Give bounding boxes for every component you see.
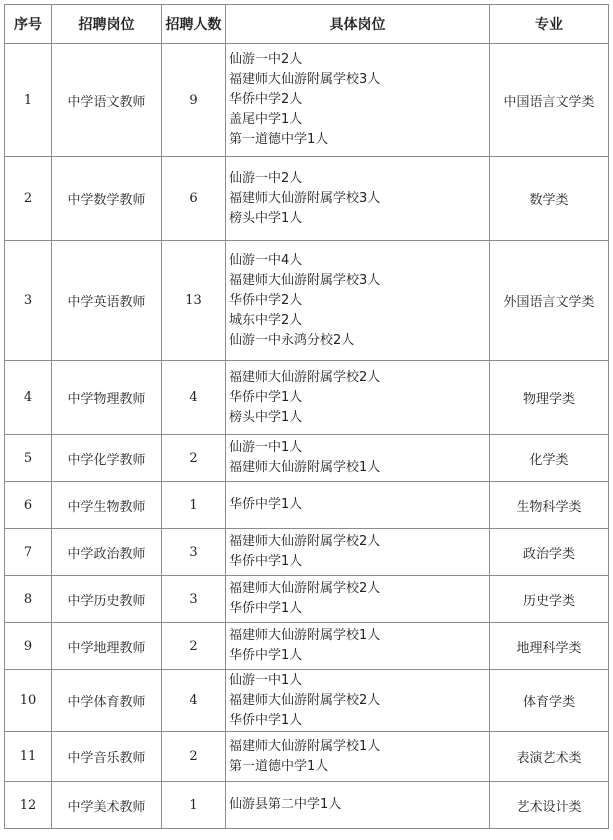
detail-line: 仙游一中1人	[229, 440, 303, 455]
cell-position: 中学英语教师	[52, 241, 162, 361]
cell-detail	[226, 482, 490, 529]
table-row	[5, 529, 609, 576]
detail-line: 仙游一中4人	[229, 252, 303, 268]
header-position: 招聘岗位	[52, 5, 162, 44]
cell-count: 4	[162, 670, 226, 732]
table-row	[5, 44, 609, 157]
detail-line: 福建师大仙游附属学校1人	[229, 460, 381, 475]
detail-line: 第一道德中学1人	[229, 758, 329, 774]
cell-major: 物理学类	[490, 361, 609, 435]
cell-count: 3	[162, 529, 226, 576]
detail-line: 榜头中学1人	[229, 409, 303, 425]
table-row	[5, 732, 609, 782]
cell-major: 政治学类	[490, 529, 609, 576]
detail-line: 华侨中学1人	[229, 554, 303, 569]
cell-index: 9	[5, 623, 52, 670]
detail-line: 仙游一中2人	[229, 52, 303, 67]
detail-line: 福建师大仙游附属学校2人	[229, 534, 381, 549]
cell-index: 6	[5, 482, 52, 529]
detail-line: 第一道德中学1人	[229, 132, 329, 147]
cell-detail	[226, 157, 490, 241]
cell-position: 中学语文教师	[52, 44, 162, 157]
cell-position: 中学政治教师	[52, 529, 162, 576]
detail-line: 华侨中学2人	[229, 92, 303, 107]
header-detail: 具体岗位	[226, 5, 490, 44]
table-row	[5, 782, 609, 829]
cell-position: 中学物理教师	[52, 361, 162, 435]
detail-line: 福建师大仙游附属学校3人	[229, 72, 381, 87]
detail-line: 城东中学2人	[229, 312, 303, 328]
cell-index: 8	[5, 576, 52, 623]
cell-major: 数学类	[490, 157, 609, 241]
table-row	[5, 576, 609, 623]
table-row	[5, 157, 609, 241]
header-index: 序号	[5, 5, 52, 44]
cell-count: 3	[162, 576, 226, 623]
cell-index: 12	[5, 782, 52, 829]
cell-detail	[226, 670, 490, 732]
detail-line: 华侨中学1人	[229, 497, 303, 512]
cell-count: 2	[162, 623, 226, 670]
cell-detail	[226, 435, 490, 482]
cell-position: 中学化学教师	[52, 435, 162, 482]
cell-detail	[226, 361, 490, 435]
detail-line: 福建师大仙游附属学校1人	[229, 738, 381, 754]
detail-line: 福建师大仙游附属学校2人	[229, 369, 381, 385]
cell-position: 中学音乐教师	[52, 732, 162, 782]
cell-detail	[226, 623, 490, 670]
table-body	[5, 44, 609, 829]
cell-position: 中学美术教师	[52, 782, 162, 829]
cell-count: 2	[162, 732, 226, 782]
detail-line: 华侨中学1人	[229, 648, 303, 663]
detail-line: 福建师大仙游附属学校3人	[229, 272, 381, 288]
table-row	[5, 482, 609, 529]
cell-count: 1	[162, 782, 226, 829]
table-row	[5, 435, 609, 482]
cell-count: 2	[162, 435, 226, 482]
table-row	[5, 241, 609, 361]
cell-index: 1	[5, 44, 52, 157]
cell-major: 艺术设计类	[490, 782, 609, 829]
cell-detail	[226, 529, 490, 576]
table-row	[5, 361, 609, 435]
cell-position: 中学历史教师	[52, 576, 162, 623]
cell-major: 生物科学类	[490, 482, 609, 529]
cell-major: 表演艺术类	[490, 732, 609, 782]
cell-index: 3	[5, 241, 52, 361]
table-row	[5, 670, 609, 732]
detail-line: 福建师大仙游附属学校2人	[229, 692, 381, 708]
detail-line: 盖尾中学1人	[229, 112, 303, 127]
cell-index: 5	[5, 435, 52, 482]
cell-count: 4	[162, 361, 226, 435]
cell-count: 13	[162, 241, 226, 361]
header-count: 招聘人数	[162, 5, 226, 44]
detail-line: 仙游一中1人	[229, 672, 303, 688]
detail-line: 仙游一中2人	[229, 170, 303, 186]
cell-major: 体育学类	[490, 670, 609, 732]
cell-index: 4	[5, 361, 52, 435]
cell-position: 中学地理教师	[52, 623, 162, 670]
detail-line: 福建师大仙游附属学校1人	[229, 628, 381, 643]
cell-position: 中学数学教师	[52, 157, 162, 241]
detail-line: 华侨中学2人	[229, 292, 303, 308]
header-major: 专业	[490, 5, 609, 44]
recruitment-table	[4, 4, 609, 829]
cell-detail	[226, 44, 490, 157]
cell-count: 9	[162, 44, 226, 157]
cell-detail	[226, 576, 490, 623]
cell-index: 10	[5, 670, 52, 732]
cell-major: 历史学类	[490, 576, 609, 623]
cell-major: 外国语言文学类	[490, 241, 609, 361]
detail-line: 仙游一中永鸿分校2人	[229, 332, 355, 348]
cell-major: 地理科学类	[490, 623, 609, 670]
cell-count: 6	[162, 157, 226, 241]
header-row	[5, 5, 609, 44]
detail-line: 华侨中学1人	[229, 389, 303, 405]
cell-detail	[226, 782, 490, 829]
detail-line: 福建师大仙游附属学校3人	[229, 190, 381, 206]
cell-index: 11	[5, 732, 52, 782]
detail-line: 仙游县第二中学1人	[229, 797, 342, 812]
detail-line: 华侨中学1人	[229, 712, 303, 728]
cell-detail	[226, 732, 490, 782]
cell-position: 中学生物教师	[52, 482, 162, 529]
cell-index: 2	[5, 157, 52, 241]
cell-detail	[226, 241, 490, 361]
detail-line: 福建师大仙游附属学校2人	[229, 581, 381, 596]
cell-index: 7	[5, 529, 52, 576]
cell-major: 化学类	[490, 435, 609, 482]
cell-count: 1	[162, 482, 226, 529]
cell-position: 中学体育教师	[52, 670, 162, 732]
detail-line: 华侨中学1人	[229, 601, 303, 616]
detail-line: 榜头中学1人	[229, 210, 303, 226]
cell-major: 中国语言文学类	[490, 44, 609, 157]
table-row	[5, 623, 609, 670]
